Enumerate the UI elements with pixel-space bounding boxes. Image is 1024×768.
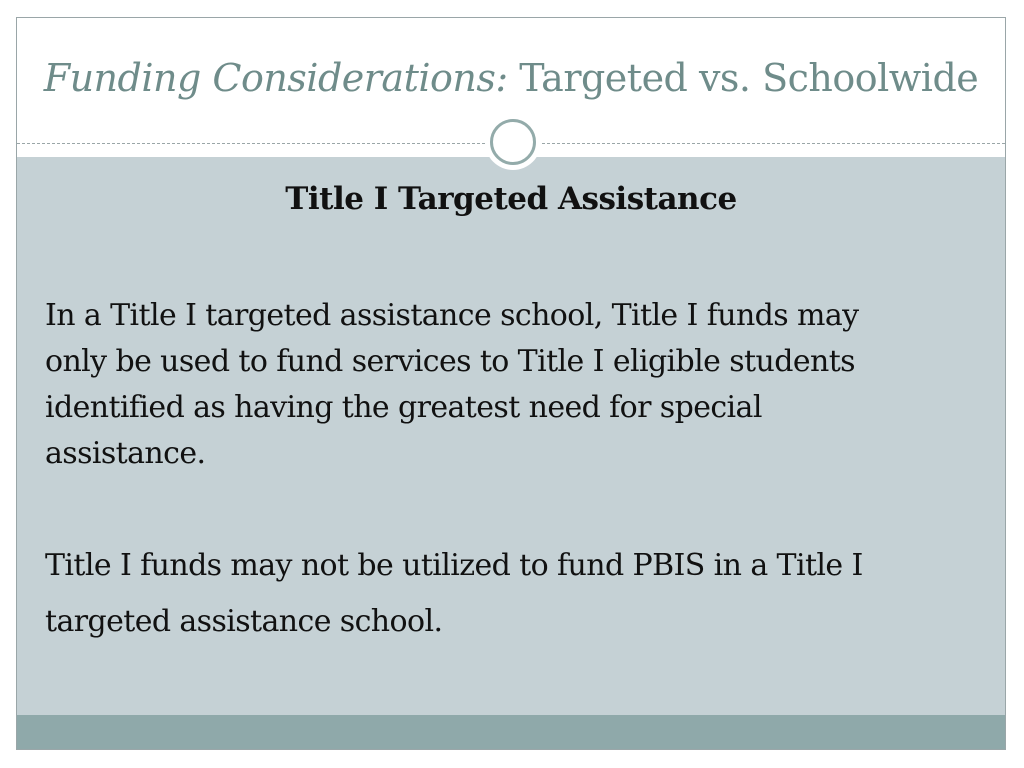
content-subheading: Title I Targeted Assistance: [285, 181, 737, 217]
ring-ornament-icon: [485, 114, 541, 170]
footer-bar: [17, 715, 1005, 749]
slide-title-italic: Funding Considerations:: [43, 56, 508, 100]
slide-title-rest: Targeted vs. Schoolwide: [519, 56, 979, 100]
content-paragraph-1: In a Title I targeted assistance school, Title I funds may only be used to fund services to Title I eligible students identified as having the greatest need for special assistance.: [45, 298, 859, 471]
ring-inner: [490, 119, 536, 165]
slide-title: [17, 56, 1005, 100]
slide: [16, 17, 1006, 750]
content-area: [17, 157, 1005, 717]
content-paragraph-2: Title I funds may not be utilized to fund PBIS in a Title I targeted assistance school.: [45, 548, 863, 639]
